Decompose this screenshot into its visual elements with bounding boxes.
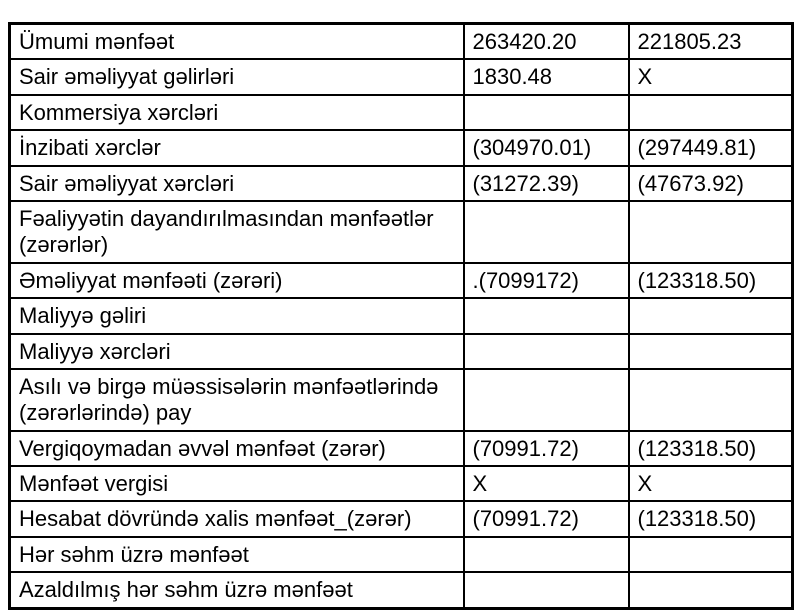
value-cell-1 xyxy=(464,334,629,369)
value-cell-2: X xyxy=(629,59,793,94)
value-cell-1 xyxy=(464,298,629,333)
value-cell-1: 263420.20 xyxy=(464,24,629,60)
row-label-cell: Sair əməliyyat xərcləri xyxy=(10,166,464,201)
table-row xyxy=(10,466,793,501)
table-row xyxy=(10,431,793,466)
value-cell-2: (123318.50) xyxy=(629,501,793,536)
value-cell-2 xyxy=(629,298,793,333)
value-cell-2: (123318.50) xyxy=(629,263,793,298)
value-cell-1: (31272.39) xyxy=(464,166,629,201)
row-label-cell: Ümumi mənfəət xyxy=(10,24,464,60)
row-label-cell: Hesabat dövründə xalis mənfəət_(zərər) xyxy=(10,501,464,536)
value-cell-1 xyxy=(464,572,629,608)
value-cell-2 xyxy=(629,334,793,369)
table-row xyxy=(10,537,793,572)
table-row xyxy=(10,263,793,298)
row-label-cell: Fəaliyyətin dayandırılmasından mənfəətlər (zərərlər) xyxy=(10,201,464,263)
table-row xyxy=(10,24,793,60)
row-label-cell: Hər səhm üzrə mənfəət xyxy=(10,537,464,572)
value-cell-1 xyxy=(464,369,629,431)
row-label-cell: Kommersiya xərcləri xyxy=(10,95,464,130)
table-row xyxy=(10,59,793,94)
value-cell-2: (47673.92) xyxy=(629,166,793,201)
table-row xyxy=(10,334,793,369)
row-label-cell: İnzibati xərclər xyxy=(10,130,464,165)
value-cell-1: X xyxy=(464,466,629,501)
table-row xyxy=(10,298,793,333)
value-cell-1 xyxy=(464,537,629,572)
value-cell-2 xyxy=(629,201,793,263)
value-cell-2: (123318.50) xyxy=(629,431,793,466)
table-row xyxy=(10,95,793,130)
value-cell-2: (297449.81) xyxy=(629,130,793,165)
row-label-cell: Asılı və birgə müəssisələrin mənfəətlərində (zərərlərində) pay xyxy=(10,369,464,431)
table-body xyxy=(10,24,793,609)
value-cell-1: (70991.72) xyxy=(464,431,629,466)
value-cell-2 xyxy=(629,572,793,608)
row-label-cell: Maliyyə xərcləri xyxy=(10,334,464,369)
value-cell-1: 1830.48 xyxy=(464,59,629,94)
value-cell-1: (70991.72) xyxy=(464,501,629,536)
row-label-cell: Maliyyə gəliri xyxy=(10,298,464,333)
value-cell-1 xyxy=(464,95,629,130)
value-cell-2: 221805.23 xyxy=(629,24,793,60)
financial-statement-table xyxy=(8,22,794,610)
row-label-cell: Mənfəət vergisi xyxy=(10,466,464,501)
row-label-cell: Vergiqoymadan əvvəl mənfəət (zərər) xyxy=(10,431,464,466)
row-label-cell: Azaldılmış hər səhm üzrə mənfəət xyxy=(10,572,464,608)
table-row xyxy=(10,572,793,608)
table-row xyxy=(10,369,793,431)
value-cell-2: X xyxy=(629,466,793,501)
value-cell-2 xyxy=(629,537,793,572)
value-cell-1: (304970.01) xyxy=(464,130,629,165)
value-cell-2 xyxy=(629,369,793,431)
table-row xyxy=(10,130,793,165)
table-row xyxy=(10,166,793,201)
value-cell-1 xyxy=(464,201,629,263)
table-row xyxy=(10,201,793,263)
row-label-cell: Sair əməliyyat gəlirləri xyxy=(10,59,464,94)
value-cell-1: .(7099172) xyxy=(464,263,629,298)
row-label-cell: Əməliyyat mənfəəti (zərəri) xyxy=(10,263,464,298)
table-row xyxy=(10,501,793,536)
value-cell-2 xyxy=(629,95,793,130)
